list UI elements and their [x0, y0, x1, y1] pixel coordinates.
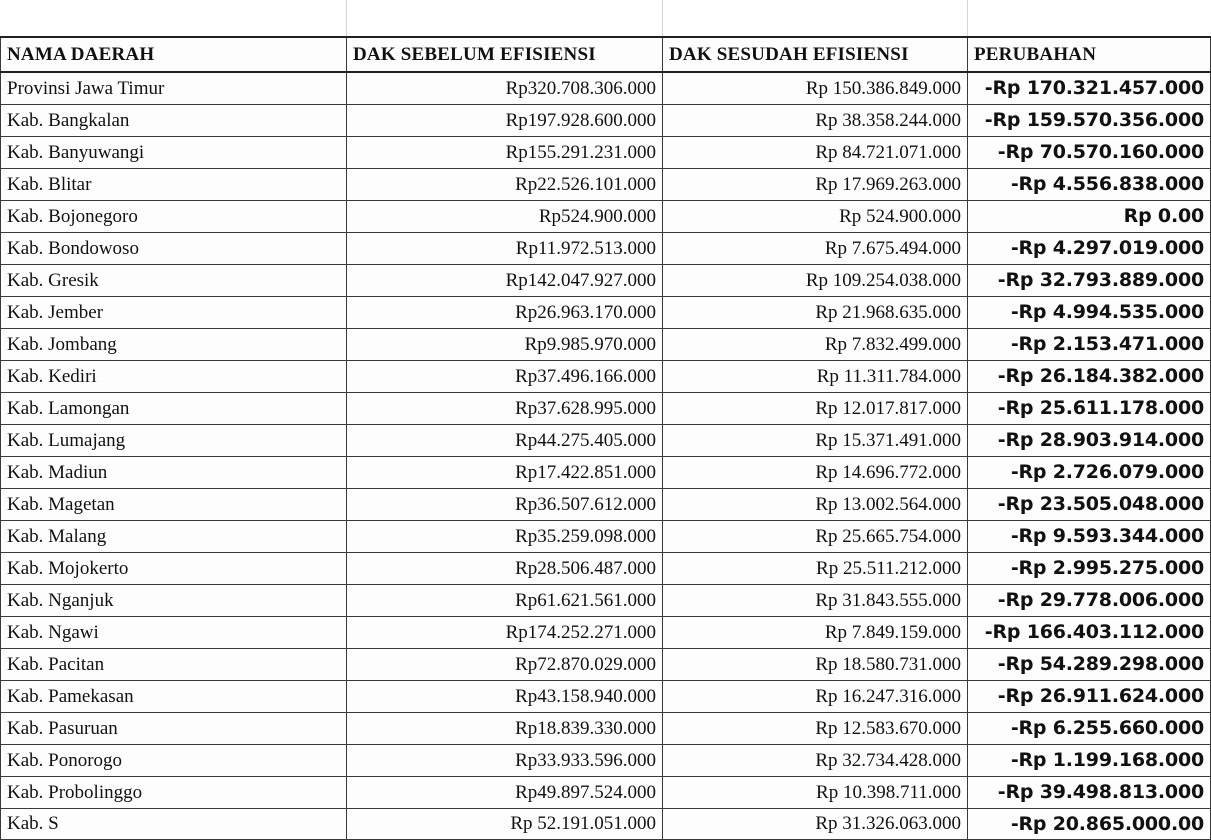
cell-nama-daerah[interactable]: Kab. Madiun: [1, 457, 347, 489]
cell-dak-sesudah[interactable]: Rp 18.580.731.000: [663, 649, 968, 681]
cell-dak-sebelum[interactable]: Rp 52.191.051.000: [347, 809, 663, 840]
cell-dak-sebelum[interactable]: Rp35.259.098.000: [347, 521, 663, 553]
table-row[interactable]: [1, 521, 1211, 553]
cell-dak-sebelum[interactable]: Rp17.422.851.000: [347, 457, 663, 489]
cell-dak-sesudah[interactable]: Rp 14.696.772.000: [663, 457, 968, 489]
cell-perubahan[interactable]: -Rp 32.793.889.000: [968, 265, 1211, 297]
cell-dak-sesudah[interactable]: Rp 12.583.670.000: [663, 713, 968, 745]
column-divider-3: [967, 0, 968, 36]
cell-dak-sesudah[interactable]: Rp 11.311.784.000: [663, 361, 968, 393]
table-row[interactable]: [1, 329, 1211, 361]
table-row[interactable]: [1, 777, 1211, 809]
cell-perubahan[interactable]: -Rp 20.865.000.00: [968, 809, 1211, 840]
table-row[interactable]: [1, 297, 1211, 329]
cell-perubahan[interactable]: -Rp 4.297.019.000: [968, 233, 1211, 265]
cell-dak-sesudah[interactable]: Rp 17.969.263.000: [663, 169, 968, 201]
cell-dak-sesudah[interactable]: Rp 31.843.555.000: [663, 585, 968, 617]
cell-nama-daerah[interactable]: Kab. Banyuwangi: [1, 137, 347, 169]
cell-perubahan[interactable]: -Rp 1.199.168.000: [968, 745, 1211, 777]
cell-nama-daerah[interactable]: Kab. Lumajang: [1, 425, 347, 457]
cell-dak-sebelum[interactable]: Rp28.506.487.000: [347, 553, 663, 585]
cell-perubahan[interactable]: -Rp 26.911.624.000: [968, 681, 1211, 713]
cell-perubahan[interactable]: -Rp 29.778.006.000: [968, 585, 1211, 617]
table-row[interactable]: [1, 809, 1211, 840]
cell-dak-sesudah[interactable]: Rp 13.002.564.000: [663, 489, 968, 521]
table-row[interactable]: [1, 265, 1211, 297]
cell-nama-daerah[interactable]: Kab. Pasuruan: [1, 713, 347, 745]
cell-dak-sesudah[interactable]: Rp 25.511.212.000: [663, 553, 968, 585]
table-row[interactable]: [1, 681, 1211, 713]
cell-nama-daerah[interactable]: Kab. Bojonegoro: [1, 201, 347, 233]
cell-nama-daerah[interactable]: Kab. Bondowoso: [1, 233, 347, 265]
cell-dak-sesudah[interactable]: Rp 7.675.494.000: [663, 233, 968, 265]
cell-nama-daerah[interactable]: Kab. Probolinggo: [1, 777, 347, 809]
cell-dak-sebelum[interactable]: Rp11.972.513.000: [347, 233, 663, 265]
cell-dak-sesudah[interactable]: Rp 32.734.428.000: [663, 745, 968, 777]
cell-dak-sesudah[interactable]: Rp 25.665.754.000: [663, 521, 968, 553]
cell-dak-sebelum[interactable]: Rp22.526.101.000: [347, 169, 663, 201]
column-divider-2: [662, 0, 663, 36]
cell-nama-daerah[interactable]: Provinsi Jawa Timur: [1, 72, 347, 105]
cell-perubahan[interactable]: -Rp 54.289.298.000: [968, 649, 1211, 681]
cell-dak-sebelum[interactable]: Rp37.496.166.000: [347, 361, 663, 393]
table-row[interactable]: [1, 169, 1211, 201]
cell-perubahan[interactable]: -Rp 4.556.838.000: [968, 169, 1211, 201]
table-row[interactable]: [1, 745, 1211, 777]
cell-nama-daerah[interactable]: Kab. Pacitan: [1, 649, 347, 681]
cell-nama-daerah[interactable]: Kab. Kediri: [1, 361, 347, 393]
table-row[interactable]: [1, 425, 1211, 457]
empty-row-band: [0, 0, 1200, 36]
table-row[interactable]: [1, 201, 1211, 233]
column-divider-1: [346, 0, 347, 36]
cell-perubahan[interactable]: -Rp 25.611.178.000: [968, 393, 1211, 425]
cell-dak-sesudah[interactable]: Rp 7.849.159.000: [663, 617, 968, 649]
cell-dak-sebelum[interactable]: Rp155.291.231.000: [347, 137, 663, 169]
cell-perubahan[interactable]: -Rp 2.153.471.000: [968, 329, 1211, 361]
cell-dak-sebelum[interactable]: Rp18.839.330.000: [347, 713, 663, 745]
cell-dak-sesudah[interactable]: Rp 109.254.038.000: [663, 265, 968, 297]
cell-perubahan[interactable]: -Rp 6.255.660.000: [968, 713, 1211, 745]
cell-dak-sesudah[interactable]: Rp 31.326.063.000: [663, 809, 968, 840]
table-row[interactable]: [1, 553, 1211, 585]
cell-dak-sesudah[interactable]: Rp 7.832.499.000: [663, 329, 968, 361]
cell-nama-daerah[interactable]: Kab. Bangkalan: [1, 105, 347, 137]
cell-nama-daerah[interactable]: Kab. Lamongan: [1, 393, 347, 425]
table-header-row: [1, 37, 1211, 72]
cell-dak-sebelum[interactable]: Rp61.621.561.000: [347, 585, 663, 617]
table-row[interactable]: [1, 585, 1211, 617]
cell-nama-daerah[interactable]: Kab. Pamekasan: [1, 681, 347, 713]
cell-perubahan[interactable]: -Rp 28.903.914.000: [968, 425, 1211, 457]
table-row[interactable]: [1, 72, 1211, 105]
cell-dak-sesudah[interactable]: Rp 38.358.244.000: [663, 105, 968, 137]
table-row[interactable]: [1, 617, 1211, 649]
cell-perubahan[interactable]: Rp 0.00: [968, 201, 1211, 233]
cell-dak-sebelum[interactable]: Rp9.985.970.000: [347, 329, 663, 361]
table-row[interactable]: [1, 233, 1211, 265]
cell-perubahan[interactable]: -Rp 26.184.382.000: [968, 361, 1211, 393]
cell-nama-daerah[interactable]: Kab. Jombang: [1, 329, 347, 361]
cell-dak-sesudah[interactable]: Rp 12.017.817.000: [663, 393, 968, 425]
cell-dak-sesudah[interactable]: Rp 16.247.316.000: [663, 681, 968, 713]
cell-dak-sebelum[interactable]: Rp72.870.029.000: [347, 649, 663, 681]
table-row[interactable]: [1, 457, 1211, 489]
cell-dak-sebelum[interactable]: Rp49.897.524.000: [347, 777, 663, 809]
cell-dak-sesudah[interactable]: Rp 15.371.491.000: [663, 425, 968, 457]
column-header-perubahan[interactable]: PERUBAHAN: [968, 37, 1211, 72]
cell-perubahan[interactable]: -Rp 4.994.535.000: [968, 297, 1211, 329]
table-row[interactable]: [1, 105, 1211, 137]
cell-dak-sebelum[interactable]: Rp43.158.940.000: [347, 681, 663, 713]
cell-nama-daerah[interactable]: Kab. Ngawi: [1, 617, 347, 649]
cell-perubahan[interactable]: -Rp 2.995.275.000: [968, 553, 1211, 585]
table-row[interactable]: [1, 649, 1211, 681]
cell-nama-daerah[interactable]: Kab. S: [1, 809, 347, 840]
table-row[interactable]: [1, 489, 1211, 521]
cell-nama-daerah[interactable]: Kab. Blitar: [1, 169, 347, 201]
cell-dak-sebelum[interactable]: Rp33.933.596.000: [347, 745, 663, 777]
cell-perubahan[interactable]: -Rp 159.570.356.000: [968, 105, 1211, 137]
cell-perubahan[interactable]: -Rp 39.498.813.000: [968, 777, 1211, 809]
column-header-dak-sesudah[interactable]: DAK SESUDAH EFISIENSI: [663, 37, 968, 72]
cell-nama-daerah[interactable]: Kab. Jember: [1, 297, 347, 329]
cell-dak-sebelum[interactable]: Rp524.900.000: [347, 201, 663, 233]
cell-dak-sebelum[interactable]: Rp36.507.612.000: [347, 489, 663, 521]
cell-nama-daerah[interactable]: Kab. Mojokerto: [1, 553, 347, 585]
cell-dak-sebelum[interactable]: Rp197.928.600.000: [347, 105, 663, 137]
cell-dak-sesudah[interactable]: Rp 150.386.849.000: [663, 72, 968, 105]
table-row[interactable]: [1, 393, 1211, 425]
cell-dak-sesudah[interactable]: Rp 10.398.711.000: [663, 777, 968, 809]
cell-perubahan[interactable]: -Rp 70.570.160.000: [968, 137, 1211, 169]
table-row[interactable]: [1, 361, 1211, 393]
cell-dak-sebelum[interactable]: Rp37.628.995.000: [347, 393, 663, 425]
cell-dak-sebelum[interactable]: Rp44.275.405.000: [347, 425, 663, 457]
cell-perubahan[interactable]: -Rp 170.321.457.000: [968, 72, 1211, 105]
cell-dak-sebelum[interactable]: Rp26.963.170.000: [347, 297, 663, 329]
dak-efficiency-table: [0, 36, 1211, 840]
cell-dak-sebelum[interactable]: Rp174.252.271.000: [347, 617, 663, 649]
cell-perubahan[interactable]: -Rp 166.403.112.000: [968, 617, 1211, 649]
cell-dak-sebelum[interactable]: Rp320.708.306.000: [347, 72, 663, 105]
cell-dak-sesudah[interactable]: Rp 21.968.635.000: [663, 297, 968, 329]
cell-perubahan[interactable]: -Rp 2.726.079.000: [968, 457, 1211, 489]
cell-nama-daerah[interactable]: Kab. Gresik: [1, 265, 347, 297]
cell-nama-daerah[interactable]: Kab. Nganjuk: [1, 585, 347, 617]
cell-dak-sesudah[interactable]: Rp 524.900.000: [663, 201, 968, 233]
column-header-dak-sebelum[interactable]: DAK SEBELUM EFISIENSI: [347, 37, 663, 72]
cell-dak-sesudah[interactable]: Rp 84.721.071.000: [663, 137, 968, 169]
cell-nama-daerah[interactable]: Kab. Ponorogo: [1, 745, 347, 777]
table-body: [1, 72, 1211, 840]
column-header-nama-daerah[interactable]: NAMA DAERAH: [1, 37, 347, 72]
table-row[interactable]: [1, 713, 1211, 745]
cell-perubahan[interactable]: -Rp 23.505.048.000: [968, 489, 1211, 521]
cell-nama-daerah[interactable]: Kab. Malang: [1, 521, 347, 553]
cell-perubahan[interactable]: -Rp 9.593.344.000: [968, 521, 1211, 553]
table-row[interactable]: [1, 137, 1211, 169]
cell-nama-daerah[interactable]: Kab. Magetan: [1, 489, 347, 521]
cell-dak-sebelum[interactable]: Rp142.047.927.000: [347, 265, 663, 297]
